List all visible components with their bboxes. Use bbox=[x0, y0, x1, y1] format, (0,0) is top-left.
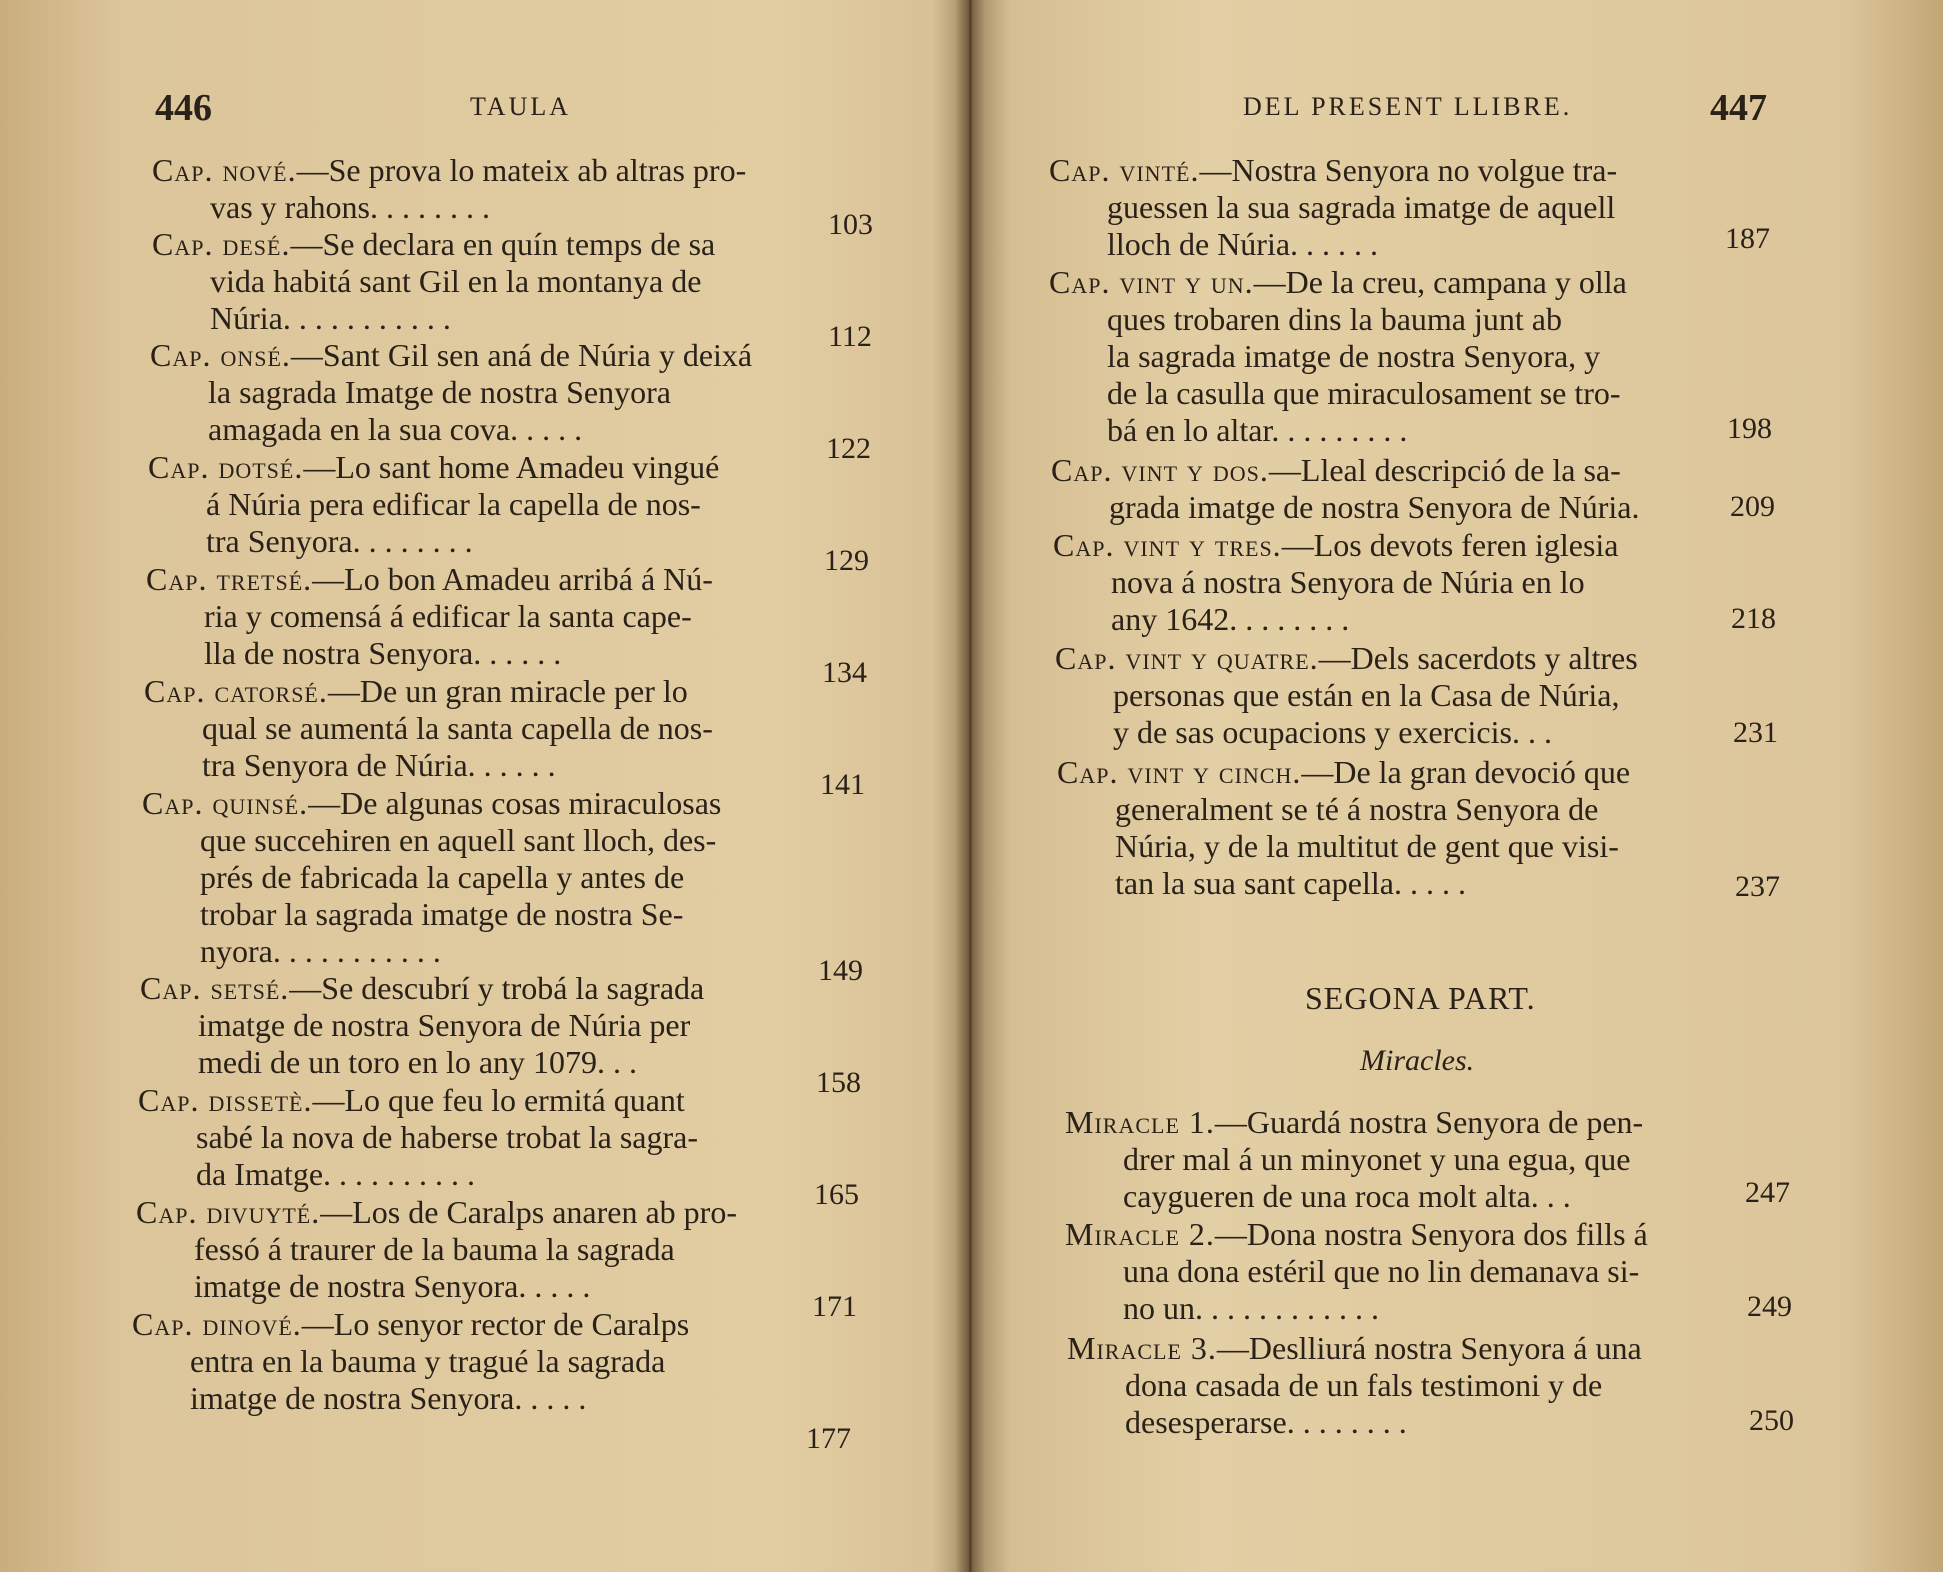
page-ref: 187 bbox=[1725, 222, 1770, 255]
toc-entry bbox=[1051, 452, 1639, 526]
page-ref: 198 bbox=[1727, 412, 1772, 445]
entry-text: medi de un toro en lo any 1079. . . bbox=[198, 1044, 638, 1080]
entry-text: la sagrada imatge de nostra Senyora, y bbox=[1107, 338, 1601, 374]
miracle-label: Miracle 3. bbox=[1067, 1330, 1217, 1366]
entry-text: ques trobaren dins la bauma junt ab bbox=[1107, 301, 1562, 337]
toc-entry bbox=[1065, 1104, 1643, 1215]
entry-text: Núria, y de la multitut de gent que visi- bbox=[1115, 828, 1619, 864]
toc-entry bbox=[138, 1082, 698, 1193]
chapter-label: Cap. vint y tres. bbox=[1053, 527, 1282, 563]
toc-entry bbox=[144, 673, 713, 784]
entry-text: —Nostra Senyora no volgue tra- bbox=[1199, 152, 1618, 188]
toc-entry bbox=[1053, 527, 1618, 638]
entry-text: qual se aumentá la santa capella de nos- bbox=[202, 710, 713, 746]
entry-text: desesperarse. . . . . . . . bbox=[1125, 1404, 1407, 1440]
toc-entry bbox=[152, 226, 715, 337]
entry-text: —Los de Caralps anaren ab pro- bbox=[320, 1194, 737, 1230]
chapter-label: Cap. divuyté. bbox=[136, 1194, 321, 1230]
entry-text: lloch de Núria. . . . . . bbox=[1107, 226, 1379, 262]
entry-text: —Se declara en quín temps de sa bbox=[290, 226, 716, 262]
chapter-label: Cap. onsé. bbox=[150, 337, 291, 373]
right-page bbox=[985, 0, 1943, 1572]
chapter-label: Cap. catorsé. bbox=[144, 673, 328, 709]
entry-text: any 1642. . . . . . . . bbox=[1111, 601, 1350, 637]
chapter-label: Cap. dissetè. bbox=[138, 1082, 313, 1118]
entry-text: de la casulla que miraculosament se tro- bbox=[1107, 375, 1621, 411]
entry-text: grada imatge de nostra Senyora de Núria. bbox=[1109, 489, 1640, 525]
entry-text: —De la creu, campana y olla bbox=[1253, 264, 1627, 300]
toc-entry bbox=[1049, 264, 1627, 449]
entry-text: —Dona nostra Senyora dos fills á bbox=[1214, 1216, 1648, 1252]
chapter-label: Cap. quinsé. bbox=[142, 785, 309, 821]
chapter-label: Cap. dotsé. bbox=[148, 449, 304, 485]
page-ref: 149 bbox=[818, 954, 863, 987]
entry-text: —De un gran miracle per lo bbox=[327, 673, 688, 709]
entry-text: tra Senyora de Núria. . . . . . bbox=[202, 747, 556, 783]
toc-entry bbox=[1049, 152, 1617, 263]
entry-text: drer mal á un minyonet y una egua, que bbox=[1123, 1141, 1631, 1177]
entry-text: una dona estéril que no lin demanava si- bbox=[1123, 1253, 1640, 1289]
entry-text: —Lo senyor rector de Caralps bbox=[301, 1306, 690, 1342]
chapter-label: Cap. tretsé. bbox=[146, 561, 313, 597]
entry-text: nyora. . . . . . . . . . . bbox=[200, 933, 441, 969]
chapter-label: Cap. vint y dos. bbox=[1051, 452, 1269, 488]
entry-text: —Deslliurá nostra Senyora á una bbox=[1216, 1330, 1642, 1366]
toc-entry bbox=[136, 1194, 737, 1305]
toc-entry bbox=[1057, 754, 1630, 902]
page-ref: 103 bbox=[828, 208, 873, 241]
running-header: DEL PRESENT LLIBRE. bbox=[1243, 92, 1573, 121]
entry-text: da Imatge. . . . . . . . . . bbox=[196, 1156, 476, 1192]
chapter-label: Cap. setsé. bbox=[140, 970, 290, 1006]
entry-text: prés de fabricada la capella y antes de bbox=[200, 859, 685, 895]
page-ref: 209 bbox=[1730, 490, 1775, 523]
toc-entry bbox=[150, 337, 752, 448]
page-ref: 250 bbox=[1749, 1404, 1794, 1437]
entry-text: entra en la bauma y tragué la sagrada bbox=[190, 1343, 666, 1379]
running-header: TAULA bbox=[470, 92, 572, 121]
toc-entry bbox=[152, 152, 746, 226]
entry-text: —Se prova lo mateix ab altras pro- bbox=[296, 152, 747, 188]
section-subtitle: Miracles. bbox=[1360, 1044, 1475, 1077]
page-ref: 122 bbox=[826, 432, 871, 465]
page-ref: 247 bbox=[1745, 1176, 1790, 1209]
page-number: 446 bbox=[155, 87, 212, 129]
page-ref: 141 bbox=[820, 768, 865, 801]
entry-text: nova á nostra Senyora de Núria en lo bbox=[1111, 564, 1585, 600]
chapter-label: Cap. nové. bbox=[152, 152, 297, 188]
entry-text: personas que están en la Casa de Núria, bbox=[1113, 677, 1620, 713]
book-gutter bbox=[955, 0, 985, 1572]
page-ref: 231 bbox=[1733, 716, 1778, 749]
page-ref: 218 bbox=[1731, 602, 1776, 635]
entry-text: vida habitá sant Gil en la montanya de bbox=[210, 263, 702, 299]
entry-text: fessó á traurer de la bauma la sagrada bbox=[194, 1231, 675, 1267]
entry-text: —De algunas cosas miraculosas bbox=[308, 785, 722, 821]
entry-text: generalment se té á nostra Senyora de bbox=[1115, 791, 1599, 827]
entry-text: caygueren de una roca molt alta. . . bbox=[1123, 1178, 1571, 1214]
toc-entry bbox=[1067, 1330, 1642, 1441]
page-ref: 134 bbox=[822, 656, 867, 689]
entry-text: y de sas ocupacions y exercicis. . . bbox=[1113, 714, 1552, 750]
page-ref: 171 bbox=[812, 1290, 857, 1323]
entry-text: —Lo que feu lo ermitá quant bbox=[312, 1082, 685, 1118]
chapter-label: Cap. desé. bbox=[152, 226, 291, 262]
entry-text: vas y rahons. . . . . . . . bbox=[210, 189, 490, 225]
toc-entry bbox=[146, 561, 713, 672]
entry-text: —Lleal descripció de la sa- bbox=[1268, 452, 1621, 488]
chapter-label: Cap. vinté. bbox=[1049, 152, 1200, 188]
toc-entry bbox=[1055, 640, 1638, 751]
toc-entry bbox=[142, 785, 721, 970]
entry-text: Núria. . . . . . . . . . . bbox=[210, 300, 451, 336]
entry-text: la sagrada Imatge de nostra Senyora bbox=[208, 374, 671, 410]
entry-text: bá en lo altar. . . . . . . . . bbox=[1107, 412, 1408, 448]
page-ref: 177 bbox=[806, 1422, 851, 1455]
miracle-label: Miracle 2. bbox=[1065, 1216, 1215, 1252]
toc-entry bbox=[140, 970, 704, 1081]
entry-text: imatge de nostra Senyora. . . . . bbox=[194, 1268, 591, 1304]
miracle-label: Miracle 1. bbox=[1065, 1104, 1215, 1140]
page-ref: 112 bbox=[828, 320, 872, 353]
chapter-label: Cap. vint y quatre. bbox=[1055, 640, 1319, 676]
chapter-label: Cap. vint y cinch. bbox=[1057, 754, 1302, 790]
entry-text: dona casada de un fals testimoni y de bbox=[1125, 1367, 1603, 1403]
entry-text: á Núria pera edificar la capella de nos- bbox=[206, 486, 701, 522]
entry-text: —Dels sacerdots y altres bbox=[1318, 640, 1638, 676]
page-ref: 158 bbox=[816, 1066, 861, 1099]
toc-entry bbox=[148, 449, 719, 560]
page-ref: 249 bbox=[1747, 1290, 1792, 1323]
entry-text: imatge de nostra Senyora de Núria per bbox=[198, 1007, 691, 1043]
entry-text: no un. . . . . . . . . . . . bbox=[1123, 1290, 1379, 1326]
entry-text: amagada en la sua cova. . . . . bbox=[208, 411, 583, 447]
page-ref: 165 bbox=[814, 1178, 859, 1211]
left-page bbox=[0, 0, 955, 1572]
entry-text: —Guardá nostra Senyora de pen- bbox=[1214, 1104, 1644, 1140]
entry-text: sabé la nova de haberse trobat la sagra- bbox=[196, 1119, 698, 1155]
entry-text: tra Senyora. . . . . . . . bbox=[206, 523, 473, 559]
page-ref: 237 bbox=[1735, 870, 1780, 903]
entry-text: —Los devots feren iglesia bbox=[1281, 527, 1619, 563]
entry-text: —De la gran devoció que bbox=[1301, 754, 1631, 790]
entry-text: trobar la sagrada imatge de nostra Se- bbox=[200, 896, 684, 932]
entry-text: —Lo sant home Amadeu vingué bbox=[303, 449, 720, 485]
entry-text: —Se descubrí y trobá la sagrada bbox=[289, 970, 705, 1006]
page-ref: 129 bbox=[824, 544, 869, 577]
entry-text: que succehiren en aquell sant lloch, des- bbox=[200, 822, 717, 858]
entry-text: imatge de nostra Senyora. . . . . bbox=[190, 1380, 587, 1416]
entry-text: —Lo bon Amadeu arribá á Nú- bbox=[312, 561, 713, 597]
chapter-label: Cap. dinové. bbox=[132, 1306, 302, 1342]
entry-text: tan la sua sant capella. . . . . bbox=[1115, 865, 1466, 901]
toc-entry bbox=[132, 1306, 689, 1417]
toc-entry bbox=[1065, 1216, 1648, 1327]
page-number: 447 bbox=[1710, 87, 1767, 129]
entry-text: ria y comensá á edificar la santa cape- bbox=[204, 598, 692, 634]
entry-text: lla de nostra Senyora. . . . . . bbox=[204, 635, 562, 671]
section-title: SEGONA PART. bbox=[1305, 980, 1536, 1016]
entry-text: —Sant Gil sen aná de Núria y deixá bbox=[290, 337, 753, 373]
entry-text: guessen la sua sagrada imatge de aquell bbox=[1107, 189, 1616, 225]
chapter-label: Cap. vint y un. bbox=[1049, 264, 1254, 300]
